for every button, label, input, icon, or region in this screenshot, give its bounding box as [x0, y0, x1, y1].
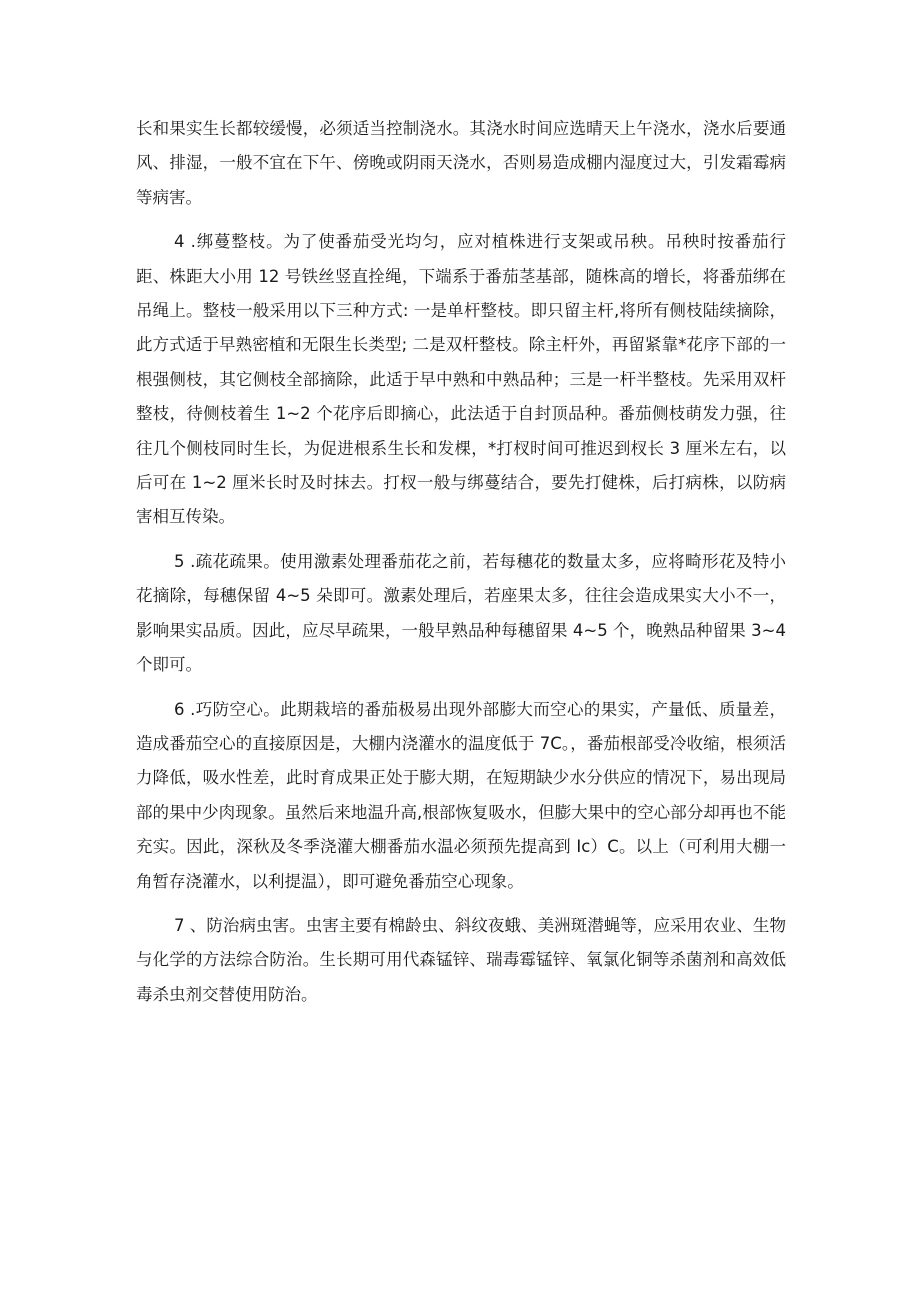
- paragraph-hollow-prevention: 6 .巧防空心。此期栽培的番茄极易出现外部膨大而空心的果实，产量低、质量差，造成番茄空心的直接原因是，大棚内浇灌水的温度低于 7C。，番茄根部受冷收缩，根须活力降低，吸水性差，此时育成果正处于膨大期，在短期缺少水分供应的情况下，易出现局部的果中少肉现象。虽然后来地温升高,根部恢复吸水，但膨大果中的空心部分却再也不能充实。因此，深秋及冬季浇灌大棚番茄水温必须预先提高到 Ic）C。以上（可利用大棚一角暂存浇灌水，以利提温），即可避免番茄空心现象。: [136, 699, 786, 891]
- paragraph-flower-fruit-thinning: 5 .疏花疏果。使用激素处理番茄花之前，若每穗花的数量太多，应将畸形花及特小花摘除，每穗保留 4~5 朵即可。激素处理后，若座果太多，往往会造成果实大小不一，影响果实品质。因此，应尽早疏果，一般早熟品种每穗留果 4~5 个，晚熟品种留果 3~4 个即可。: [136, 551, 786, 675]
- document-body: [136, 112, 786, 1022]
- paragraph-pest-control: 7 、防治病虫害。虫害主要有棉龄虫、斜纹夜蛾、美洲斑潜蝇等，应采用农业、生物与化学的方法综合防治。生长期可用代森锰锌、瑞毒霉锰锌、氧氯化铜等杀菌剂和高效低毒杀虫剂交替使用防治。: [136, 915, 786, 1004]
- paragraph-watering-continued: 长和果实生长都较缓慢，必须适当控制浇水。其浇水时间应选晴天上午浇水，浇水后要通风、排湿，一般不宜在下午、傍晚或阴雨天浇水，否则易造成棚内湿度过大，引发霜霉病等病害。: [136, 119, 786, 207]
- paragraph-vine-pruning: 4 .绑蔓整枝。为了使番茄受光均匀，应对植株进行支架或吊秧。吊秧时按番茄行距、株距大小用 12 号铁丝竖直拴绳，下端系于番茄茎基部，随株高的增长，将番茄绑在吊绳上。整枝一般采用以下三种方式: 一是单杆整枝。即只留主杆,将所有侧枝陆续摘除，此方式适于早熟密植和无限生长类型; 二是双杆整枝。除主杆外，再留紧靠*花序下部的一根强侧枝，其它侧枝全部摘除，此适于早中熟和中熟品种；三是一杆半整枝。先采用双杆整枝，待侧枝着生 1~2 个花序后即摘心，此法适于自封顶品种。番茄侧枝萌发力强，往往几个侧枝同时生长，为促进根系生长和发棵，*打杈时间可推迟到杈长 3 厘米左右，以后可在 1~2 厘米长时及时抹去。打杈一般与绑蔓结合，要先打健株，后打病株，以防病害相互传染。: [136, 232, 786, 527]
